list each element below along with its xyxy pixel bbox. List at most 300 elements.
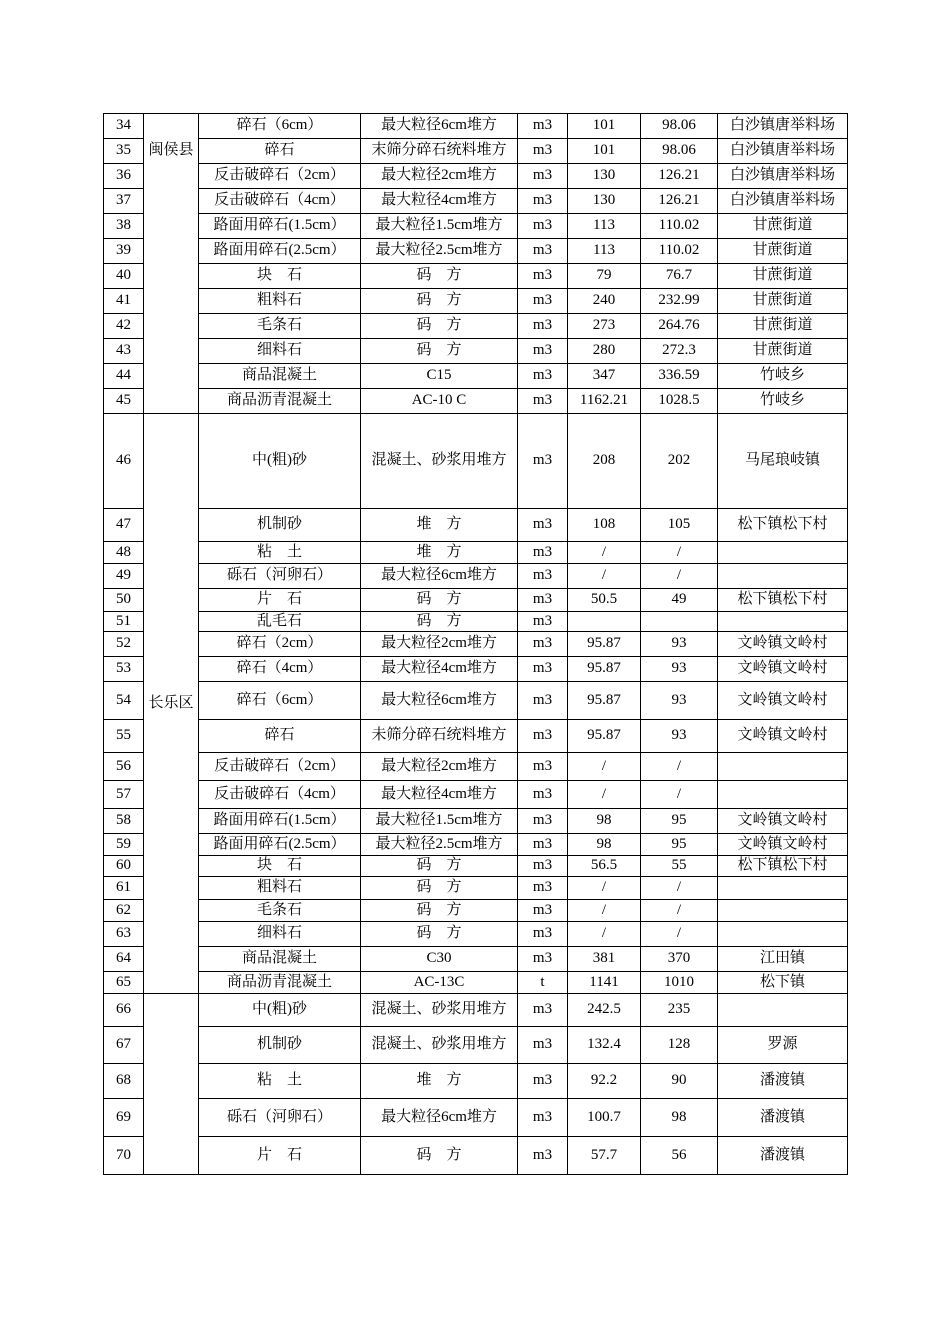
price1-cell: / xyxy=(568,877,641,900)
location-cell: 文岭镇文岭村 xyxy=(718,657,848,682)
row-number-cell: 41 xyxy=(104,289,144,314)
price2-cell: 336.59 xyxy=(641,364,718,389)
row-number-cell: 56 xyxy=(104,753,144,781)
price1-cell: 347 xyxy=(568,364,641,389)
price2-cell: 93 xyxy=(641,682,718,720)
location-cell xyxy=(718,612,848,632)
price2-cell: 232.99 xyxy=(641,289,718,314)
price1-cell: 98 xyxy=(568,809,641,834)
price2-cell: 128 xyxy=(641,1027,718,1064)
price1-cell: 56.5 xyxy=(568,856,641,877)
table-row xyxy=(104,877,848,900)
unit-cell: m3 xyxy=(518,509,568,542)
price1-cell: / xyxy=(568,753,641,781)
price1-cell: 208 xyxy=(568,414,641,509)
table-row xyxy=(104,314,848,339)
table-row xyxy=(104,972,848,994)
price1-cell: 113 xyxy=(568,214,641,239)
spec-cell: 堆 方 xyxy=(361,1064,518,1099)
row-number-cell: 67 xyxy=(104,1027,144,1064)
price2-cell: 98.06 xyxy=(641,114,718,139)
price1-cell: 101 xyxy=(568,139,641,164)
material-name-cell: 中(粗)砂 xyxy=(199,994,361,1027)
price1-cell: 1162.21 xyxy=(568,389,641,414)
spec-cell: 最大粒径1.5cm堆方 xyxy=(361,809,518,834)
price1-cell: 1141 xyxy=(568,972,641,994)
price2-cell: 105 xyxy=(641,509,718,542)
unit-cell: m3 xyxy=(518,239,568,264)
spec-cell: 最大粒径2cm堆方 xyxy=(361,753,518,781)
row-number-cell: 38 xyxy=(104,214,144,239)
location-cell: 竹岐乡 xyxy=(718,389,848,414)
price2-cell: 110.02 xyxy=(641,214,718,239)
price2-cell: 49 xyxy=(641,589,718,612)
price2-cell: 98 xyxy=(641,1099,718,1137)
price2-cell: 264.76 xyxy=(641,314,718,339)
table-row xyxy=(104,1027,848,1064)
material-name-cell: 乱毛石 xyxy=(199,612,361,632)
unit-cell: m3 xyxy=(518,922,568,947)
price1-cell: 132.4 xyxy=(568,1027,641,1064)
table-row xyxy=(104,682,848,720)
spec-cell: 堆 方 xyxy=(361,542,518,564)
spec-cell: 最大粒径6cm堆方 xyxy=(361,682,518,720)
unit-cell: m3 xyxy=(518,1137,568,1175)
table-row xyxy=(104,657,848,682)
row-number-cell: 50 xyxy=(104,589,144,612)
spec-cell: 码 方 xyxy=(361,314,518,339)
location-cell: 白沙镇唐举料场 xyxy=(718,114,848,139)
price1-cell: 57.7 xyxy=(568,1137,641,1175)
row-number-cell: 61 xyxy=(104,877,144,900)
price1-cell: 98 xyxy=(568,834,641,856)
unit-cell: m3 xyxy=(518,856,568,877)
location-cell: 松下镇 xyxy=(718,972,848,994)
location-cell: 甘蔗街道 xyxy=(718,214,848,239)
location-cell: 潘渡镇 xyxy=(718,1137,848,1175)
location-cell: 文岭镇文岭村 xyxy=(718,809,848,834)
spec-cell: 最大粒径1.5cm堆方 xyxy=(361,214,518,239)
spec-cell: 最大粒径6cm堆方 xyxy=(361,564,518,589)
unit-cell: m3 xyxy=(518,1099,568,1137)
unit-cell: m3 xyxy=(518,994,568,1027)
row-number-cell: 39 xyxy=(104,239,144,264)
location-cell: 文岭镇文岭村 xyxy=(718,720,848,753)
table-row xyxy=(104,856,848,877)
table-row xyxy=(104,114,848,139)
material-name-cell: 块 石 xyxy=(199,856,361,877)
unit-cell: m3 xyxy=(518,139,568,164)
material-name-cell: 路面用碎石(1.5cm） xyxy=(199,809,361,834)
row-number-cell: 65 xyxy=(104,972,144,994)
row-number-cell: 49 xyxy=(104,564,144,589)
price2-cell: 110.02 xyxy=(641,239,718,264)
price2-cell: 95 xyxy=(641,834,718,856)
location-cell: 竹岐乡 xyxy=(718,364,848,389)
material-name-cell: 碎石（4cm） xyxy=(199,657,361,682)
price1-cell: 108 xyxy=(568,509,641,542)
unit-cell: m3 xyxy=(518,364,568,389)
location-cell: 白沙镇唐举料场 xyxy=(718,139,848,164)
location-cell: 文岭镇文岭村 xyxy=(718,834,848,856)
row-number-cell: 70 xyxy=(104,1137,144,1175)
row-number-cell: 45 xyxy=(104,389,144,414)
spec-cell: 码 方 xyxy=(361,922,518,947)
price2-cell: 55 xyxy=(641,856,718,877)
materials-price-table xyxy=(103,113,848,1175)
location-cell: 甘蔗街道 xyxy=(718,239,848,264)
table-row xyxy=(104,289,848,314)
row-number-cell: 62 xyxy=(104,900,144,922)
spec-cell: 码 方 xyxy=(361,877,518,900)
price1-cell: 273 xyxy=(568,314,641,339)
price2-cell: / xyxy=(641,542,718,564)
spec-cell: 末筛分碎石统料堆方 xyxy=(361,139,518,164)
price2-cell: 95 xyxy=(641,809,718,834)
price1-cell: 381 xyxy=(568,947,641,972)
row-number-cell: 57 xyxy=(104,781,144,809)
spec-cell: 码 方 xyxy=(361,289,518,314)
table-row xyxy=(104,994,848,1027)
material-name-cell: 商品沥青混凝土 xyxy=(199,972,361,994)
material-name-cell: 细料石 xyxy=(199,922,361,947)
material-name-cell: 反击破碎石（4cm） xyxy=(199,781,361,809)
table-row xyxy=(104,189,848,214)
unit-cell: t xyxy=(518,972,568,994)
spec-cell: 最大粒径2.5cm堆方 xyxy=(361,239,518,264)
row-number-cell: 37 xyxy=(104,189,144,214)
price1-cell: 130 xyxy=(568,164,641,189)
table-row xyxy=(104,364,848,389)
spec-cell: 混凝土、砂浆用堆方 xyxy=(361,414,518,509)
material-name-cell: 粗料石 xyxy=(199,289,361,314)
material-name-cell: 路面用碎石(2.5cm） xyxy=(199,239,361,264)
row-number-cell: 36 xyxy=(104,164,144,189)
price1-cell: 95.87 xyxy=(568,682,641,720)
material-name-cell: 商品沥青混凝土 xyxy=(199,389,361,414)
material-name-cell: 粘 土 xyxy=(199,1064,361,1099)
unit-cell: m3 xyxy=(518,214,568,239)
price1-cell: 130 xyxy=(568,189,641,214)
unit-cell: m3 xyxy=(518,289,568,314)
location-cell: 甘蔗街道 xyxy=(718,314,848,339)
price2-cell: / xyxy=(641,753,718,781)
table-row xyxy=(104,509,848,542)
price2-cell: 235 xyxy=(641,994,718,1027)
location-cell: 文岭镇文岭村 xyxy=(718,632,848,657)
price2-cell: / xyxy=(641,877,718,900)
table-row xyxy=(104,632,848,657)
spec-cell: 未筛分碎石统料堆方 xyxy=(361,720,518,753)
row-number-cell: 40 xyxy=(104,264,144,289)
material-name-cell: 机制砂 xyxy=(199,509,361,542)
price1-cell: 92.2 xyxy=(568,1064,641,1099)
price2-cell: / xyxy=(641,781,718,809)
spec-cell: C15 xyxy=(361,364,518,389)
price2-cell: 1028.5 xyxy=(641,389,718,414)
table-row xyxy=(104,239,848,264)
material-name-cell: 片 石 xyxy=(199,589,361,612)
spec-cell: 最大粒径4cm堆方 xyxy=(361,781,518,809)
unit-cell: m3 xyxy=(518,114,568,139)
spec-cell: 最大粒径2.5cm堆方 xyxy=(361,834,518,856)
table-row xyxy=(104,900,848,922)
row-number-cell: 43 xyxy=(104,339,144,364)
price1-cell: / xyxy=(568,781,641,809)
unit-cell: m3 xyxy=(518,900,568,922)
unit-cell: m3 xyxy=(518,682,568,720)
price1-cell: 242.5 xyxy=(568,994,641,1027)
price1-cell: / xyxy=(568,542,641,564)
row-number-cell: 44 xyxy=(104,364,144,389)
spec-cell: AC-10 C xyxy=(361,389,518,414)
row-number-cell: 53 xyxy=(104,657,144,682)
row-number-cell: 46 xyxy=(104,414,144,509)
unit-cell: m3 xyxy=(518,612,568,632)
location-cell xyxy=(718,994,848,1027)
material-name-cell: 砾石（河卵石） xyxy=(199,564,361,589)
price1-cell: 101 xyxy=(568,114,641,139)
location-cell xyxy=(718,922,848,947)
unit-cell: m3 xyxy=(518,542,568,564)
material-name-cell: 反击破碎石（2cm） xyxy=(199,164,361,189)
table-row xyxy=(104,922,848,947)
unit-cell: m3 xyxy=(518,947,568,972)
spec-cell: 码 方 xyxy=(361,589,518,612)
material-name-cell: 中(粗)砂 xyxy=(199,414,361,509)
spec-cell: AC-13C xyxy=(361,972,518,994)
unit-cell: m3 xyxy=(518,657,568,682)
row-number-cell: 60 xyxy=(104,856,144,877)
price2-cell: 202 xyxy=(641,414,718,509)
location-cell xyxy=(718,877,848,900)
row-number-cell: 52 xyxy=(104,632,144,657)
table-row xyxy=(104,589,848,612)
region-cell xyxy=(144,994,199,1175)
price2-cell: / xyxy=(641,900,718,922)
unit-cell: m3 xyxy=(518,264,568,289)
table-row xyxy=(104,1099,848,1137)
price2-cell: 126.21 xyxy=(641,164,718,189)
price1-cell xyxy=(568,612,641,632)
spec-cell: 最大粒径2cm堆方 xyxy=(361,632,518,657)
price1-cell: 95.87 xyxy=(568,632,641,657)
location-cell xyxy=(718,753,848,781)
material-name-cell: 毛条石 xyxy=(199,900,361,922)
unit-cell: m3 xyxy=(518,1064,568,1099)
price1-cell: 240 xyxy=(568,289,641,314)
table-row xyxy=(104,414,848,509)
unit-cell: m3 xyxy=(518,189,568,214)
row-number-cell: 58 xyxy=(104,809,144,834)
price2-cell: 1010 xyxy=(641,972,718,994)
spec-cell: 混凝土、砂浆用堆方 xyxy=(361,994,518,1027)
price2-cell: / xyxy=(641,922,718,947)
location-cell xyxy=(718,542,848,564)
material-name-cell: 毛条石 xyxy=(199,314,361,339)
price2-cell xyxy=(641,612,718,632)
location-cell: 松下镇松下村 xyxy=(718,509,848,542)
table-row xyxy=(104,389,848,414)
table-row xyxy=(104,947,848,972)
location-cell: 马尾琅岐镇 xyxy=(718,414,848,509)
region-cell: 闽侯县 xyxy=(144,114,199,414)
table-row xyxy=(104,542,848,564)
spec-cell: 码 方 xyxy=(361,612,518,632)
price1-cell: / xyxy=(568,922,641,947)
spec-cell: 码 方 xyxy=(361,900,518,922)
location-cell: 文岭镇文岭村 xyxy=(718,682,848,720)
price1-cell: 95.87 xyxy=(568,720,641,753)
unit-cell: m3 xyxy=(518,877,568,900)
price2-cell: 76.7 xyxy=(641,264,718,289)
price2-cell: 98.06 xyxy=(641,139,718,164)
material-name-cell: 碎石（2cm） xyxy=(199,632,361,657)
row-number-cell: 63 xyxy=(104,922,144,947)
price2-cell: 272.3 xyxy=(641,339,718,364)
price2-cell: 93 xyxy=(641,720,718,753)
location-cell: 甘蔗街道 xyxy=(718,339,848,364)
unit-cell: m3 xyxy=(518,632,568,657)
location-cell: 江田镇 xyxy=(718,947,848,972)
spec-cell: 混凝土、砂浆用堆方 xyxy=(361,1027,518,1064)
unit-cell: m3 xyxy=(518,339,568,364)
location-cell: 罗源 xyxy=(718,1027,848,1064)
table-body xyxy=(104,114,848,1175)
row-number-cell: 48 xyxy=(104,542,144,564)
unit-cell: m3 xyxy=(518,720,568,753)
table-row xyxy=(104,214,848,239)
price1-cell: 280 xyxy=(568,339,641,364)
unit-cell: m3 xyxy=(518,164,568,189)
material-name-cell: 路面用碎石(2.5cm） xyxy=(199,834,361,856)
price2-cell: 56 xyxy=(641,1137,718,1175)
table-row xyxy=(104,339,848,364)
table-row xyxy=(104,753,848,781)
region-cell: 长乐区 xyxy=(144,414,199,994)
material-name-cell: 碎石 xyxy=(199,720,361,753)
table-row xyxy=(104,809,848,834)
row-number-cell: 54 xyxy=(104,682,144,720)
table-row xyxy=(104,1137,848,1175)
location-cell: 白沙镇唐举料场 xyxy=(718,189,848,214)
row-number-cell: 47 xyxy=(104,509,144,542)
unit-cell: m3 xyxy=(518,414,568,509)
material-name-cell: 机制砂 xyxy=(199,1027,361,1064)
table-row xyxy=(104,264,848,289)
row-number-cell: 59 xyxy=(104,834,144,856)
spec-cell: 最大粒径4cm堆方 xyxy=(361,189,518,214)
price1-cell: 113 xyxy=(568,239,641,264)
location-cell: 松下镇松下村 xyxy=(718,589,848,612)
material-name-cell: 路面用碎石(1.5cm） xyxy=(199,214,361,239)
location-cell xyxy=(718,781,848,809)
price1-cell: 79 xyxy=(568,264,641,289)
location-cell: 白沙镇唐举料场 xyxy=(718,164,848,189)
location-cell: 甘蔗街道 xyxy=(718,264,848,289)
unit-cell: m3 xyxy=(518,753,568,781)
price2-cell: 126.21 xyxy=(641,189,718,214)
spec-cell: 最大粒径6cm堆方 xyxy=(361,1099,518,1137)
price1-cell: 95.87 xyxy=(568,657,641,682)
table-row xyxy=(104,834,848,856)
price2-cell: 90 xyxy=(641,1064,718,1099)
table-row xyxy=(104,1064,848,1099)
table-row xyxy=(104,781,848,809)
table-row xyxy=(104,720,848,753)
unit-cell: m3 xyxy=(518,1027,568,1064)
material-name-cell: 商品混凝土 xyxy=(199,947,361,972)
row-number-cell: 35 xyxy=(104,139,144,164)
material-name-cell: 碎石 xyxy=(199,139,361,164)
spec-cell: C30 xyxy=(361,947,518,972)
location-cell: 潘渡镇 xyxy=(718,1064,848,1099)
location-cell xyxy=(718,900,848,922)
material-name-cell: 反击破碎石（2cm） xyxy=(199,753,361,781)
spec-cell: 码 方 xyxy=(361,339,518,364)
material-name-cell: 片 石 xyxy=(199,1137,361,1175)
spec-cell: 码 方 xyxy=(361,264,518,289)
material-name-cell: 砾石（河卵石） xyxy=(199,1099,361,1137)
location-cell xyxy=(718,564,848,589)
material-name-cell: 粗料石 xyxy=(199,877,361,900)
table-row xyxy=(104,164,848,189)
row-number-cell: 64 xyxy=(104,947,144,972)
location-cell: 松下镇松下村 xyxy=(718,856,848,877)
spec-cell: 码 方 xyxy=(361,856,518,877)
price2-cell: 93 xyxy=(641,632,718,657)
table-row xyxy=(104,612,848,632)
price1-cell: 100.7 xyxy=(568,1099,641,1137)
material-name-cell: 细料石 xyxy=(199,339,361,364)
row-number-cell: 42 xyxy=(104,314,144,339)
row-number-cell: 68 xyxy=(104,1064,144,1099)
row-number-cell: 69 xyxy=(104,1099,144,1137)
price1-cell: / xyxy=(568,900,641,922)
row-number-cell: 51 xyxy=(104,612,144,632)
spec-cell: 最大粒径4cm堆方 xyxy=(361,657,518,682)
price1-cell: 50.5 xyxy=(568,589,641,612)
row-number-cell: 55 xyxy=(104,720,144,753)
row-number-cell: 34 xyxy=(104,114,144,139)
material-name-cell: 商品混凝土 xyxy=(199,364,361,389)
row-number-cell: 66 xyxy=(104,994,144,1027)
spec-cell: 最大粒径2cm堆方 xyxy=(361,164,518,189)
spec-cell: 最大粒径6cm堆方 xyxy=(361,114,518,139)
location-cell: 潘渡镇 xyxy=(718,1099,848,1137)
unit-cell: m3 xyxy=(518,389,568,414)
unit-cell: m3 xyxy=(518,314,568,339)
unit-cell: m3 xyxy=(518,809,568,834)
location-cell: 甘蔗街道 xyxy=(718,289,848,314)
unit-cell: m3 xyxy=(518,589,568,612)
price2-cell: 93 xyxy=(641,657,718,682)
unit-cell: m3 xyxy=(518,781,568,809)
spec-cell: 堆 方 xyxy=(361,509,518,542)
material-name-cell: 碎石（6cm） xyxy=(199,114,361,139)
unit-cell: m3 xyxy=(518,564,568,589)
material-name-cell: 反击破碎石（4cm） xyxy=(199,189,361,214)
material-name-cell: 粘 土 xyxy=(199,542,361,564)
price2-cell: 370 xyxy=(641,947,718,972)
price1-cell: / xyxy=(568,564,641,589)
material-name-cell: 块 石 xyxy=(199,264,361,289)
material-name-cell: 碎石（6cm） xyxy=(199,682,361,720)
unit-cell: m3 xyxy=(518,834,568,856)
price2-cell: / xyxy=(641,564,718,589)
table-row xyxy=(104,139,848,164)
table-row xyxy=(104,564,848,589)
